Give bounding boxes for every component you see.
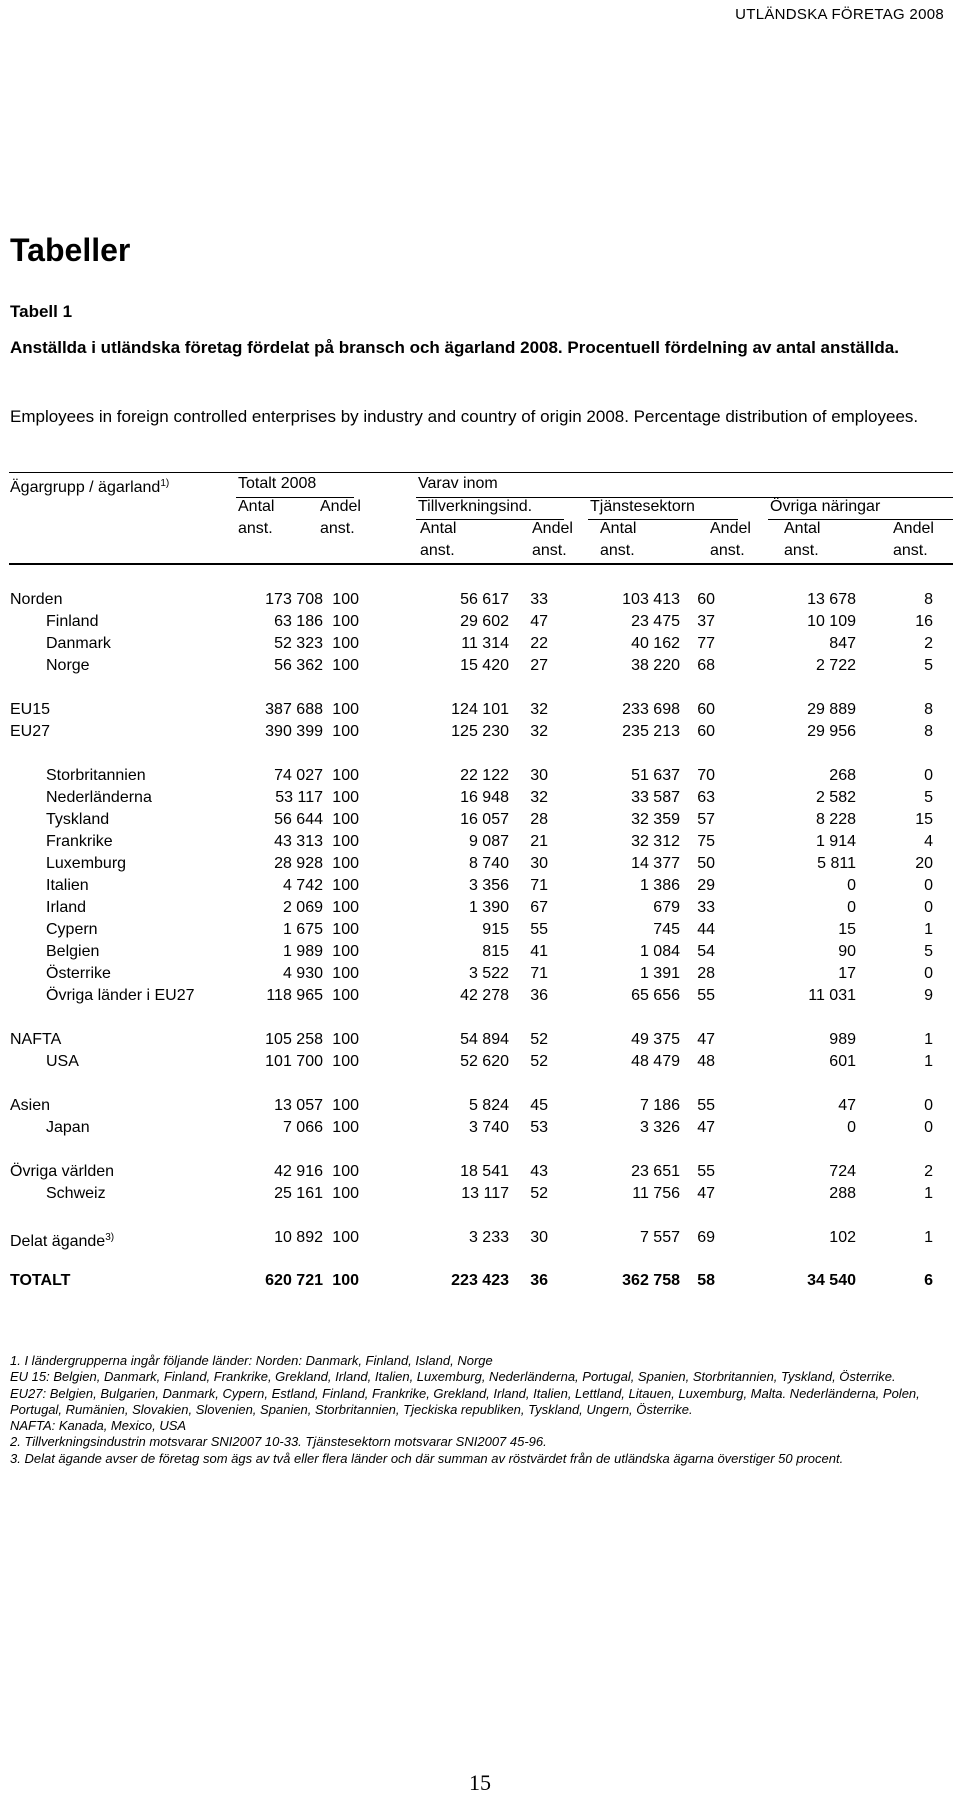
row-value: 21 <box>530 833 548 850</box>
row-value: 5 <box>924 943 933 960</box>
row-label: Luxemburg <box>46 855 127 872</box>
row-value: 100 <box>332 899 359 916</box>
row-value: 29 <box>697 877 715 894</box>
row-value: 33 <box>697 899 715 916</box>
row-value: 100 <box>332 833 359 850</box>
header-services-antal: Antal <box>600 520 637 537</box>
row-value: 268 <box>829 767 856 784</box>
row-value: 70 <box>697 767 715 784</box>
row-value: 0 <box>924 899 933 916</box>
table-row <box>0 831 960 853</box>
header-services-andel-unit: anst. <box>710 542 745 559</box>
row-value: 5 <box>924 657 933 674</box>
row-value: 52 620 <box>460 1053 509 1070</box>
row-value: 233 698 <box>622 701 680 718</box>
row-value: 29 889 <box>807 701 856 718</box>
row-value: 1 914 <box>815 833 856 850</box>
row-value: 4 930 <box>282 965 323 982</box>
row-label: Frankrike <box>46 833 113 850</box>
row-value: 54 <box>697 943 715 960</box>
footnote: EU27: Belgien, Bulgarien, Danmark, Cypern, Estland, Finland, Frankrike, Grekland, Irland, Italien, Lettland, Litauen, Luxemburg, Malta. Nederländerna, Polen, Portugal, Rumänien, Slovakien, Slovenien, Spanien, Storbritannien, Tjeckiska republiken, Tyskland, Ungern, Österrike. <box>10 1385 920 1417</box>
row-label: EU15 <box>10 701 51 718</box>
row-value: 55 <box>697 1097 715 1114</box>
header-total-andel-unit: anst. <box>320 520 355 537</box>
table-row <box>0 1227 960 1249</box>
row-value: 100 <box>332 767 359 784</box>
row-value: 22 <box>530 635 548 652</box>
row-value: 100 <box>332 987 359 1004</box>
row-value: 103 413 <box>622 591 680 608</box>
row-value: 5 824 <box>468 1097 509 1114</box>
table-row <box>0 985 960 1007</box>
row-value: 32 <box>530 701 548 718</box>
row-value: 0 <box>847 899 856 916</box>
row-value: 118 965 <box>266 987 323 1004</box>
row-value: 51 637 <box>631 767 680 784</box>
row-label: Norden <box>10 591 63 608</box>
row-value: 1 <box>924 1053 933 1070</box>
row-value: 100 <box>332 657 359 674</box>
row-value: 53 <box>530 1119 548 1136</box>
row-value: 8 <box>924 701 933 718</box>
header-of-which: Varav inom <box>418 475 498 492</box>
table-row <box>0 919 960 941</box>
row-value: 71 <box>530 877 548 894</box>
row-label: Cypern <box>46 921 98 938</box>
row-value: 49 375 <box>631 1031 680 1048</box>
row-label: Asien <box>10 1097 51 1114</box>
row-value: 47 <box>697 1119 715 1136</box>
row-value: 10 892 <box>274 1229 323 1246</box>
row-value: 100 <box>332 1163 359 1180</box>
row-value: 15 <box>915 811 933 828</box>
row-value: 2 <box>924 1163 933 1180</box>
row-value: 0 <box>924 767 933 784</box>
row-value: 235 213 <box>622 723 680 740</box>
row-value: 390 399 <box>265 723 323 740</box>
row-value: 60 <box>697 701 715 718</box>
header-other-andel: Andel <box>893 520 934 537</box>
table-row <box>0 941 960 963</box>
row-label: Danmark <box>46 635 111 652</box>
row-value: 100 <box>332 1031 359 1048</box>
row-value: 29 956 <box>807 723 856 740</box>
row-value: 56 644 <box>274 811 323 828</box>
header-total: Totalt 2008 <box>238 475 317 492</box>
row-value: 48 479 <box>631 1053 680 1070</box>
table-row <box>0 721 960 743</box>
row-value: 33 <box>530 591 548 608</box>
row-value: 5 <box>924 789 933 806</box>
table-row <box>0 1051 960 1073</box>
row-value: 47 <box>697 1185 715 1202</box>
row-value: 288 <box>829 1185 856 1202</box>
row-label: Österrike <box>46 965 111 982</box>
table-row <box>0 699 960 721</box>
table-row <box>0 875 960 897</box>
row-value: 989 <box>829 1031 856 1048</box>
row-value: 0 <box>924 1097 933 1114</box>
footnote: NAFTA: Kanada, Mexico, USA <box>10 1418 187 1434</box>
row-value: 100 <box>332 943 359 960</box>
table-row <box>0 1117 960 1139</box>
row-value: 75 <box>697 833 715 850</box>
row-value: 71 <box>530 965 548 982</box>
row-value: 387 688 <box>265 701 323 718</box>
header-total-antal: Antal <box>238 498 275 515</box>
row-value: 52 <box>530 1053 548 1070</box>
table-row <box>0 809 960 831</box>
row-value: 100 <box>332 591 359 608</box>
row-label: Italien <box>46 877 89 894</box>
row-value: 745 <box>653 921 680 938</box>
row-value: 27 <box>530 657 548 674</box>
row-value: 124 101 <box>451 701 509 718</box>
row-value: 3 740 <box>468 1119 509 1136</box>
row-value: 56 617 <box>460 591 509 608</box>
row-value: 52 <box>530 1031 548 1048</box>
header-manufacturing-andel: Andel <box>532 520 573 537</box>
table-row <box>0 1029 960 1051</box>
running-header: UTLÄNDSKA FÖRETAG 2008 <box>735 6 944 23</box>
row-value: 53 117 <box>275 789 323 806</box>
row-value: 724 <box>829 1163 856 1180</box>
row-value: 8 <box>924 723 933 740</box>
row-value: 1 391 <box>639 965 680 982</box>
row-value: 60 <box>697 723 715 740</box>
row-value: 815 <box>482 943 509 960</box>
row-value: 100 <box>332 723 359 740</box>
row-value: 45 <box>530 1097 548 1114</box>
row-value: 3 326 <box>639 1119 680 1136</box>
row-value: 69 <box>697 1229 715 1246</box>
row-value: 102 <box>829 1229 856 1246</box>
table-row <box>0 963 960 985</box>
row-value: 0 <box>847 877 856 894</box>
row-value: 679 <box>653 899 680 916</box>
row-value: 30 <box>530 855 548 872</box>
header-total-antal-unit: anst. <box>238 520 273 537</box>
row-value: 52 <box>530 1185 548 1202</box>
header-other-antal: Antal <box>784 520 821 537</box>
row-value: 22 122 <box>460 767 509 784</box>
row-value: 54 894 <box>460 1031 509 1048</box>
row-value: 13 678 <box>807 591 856 608</box>
row-value: 74 027 <box>274 767 323 784</box>
row-value: 50 <box>697 855 715 872</box>
row-label: Övriga världen <box>10 1163 115 1180</box>
table-row <box>0 787 960 809</box>
footnotes <box>10 1353 940 1467</box>
row-label: USA <box>46 1053 79 1070</box>
row-value: 915 <box>482 921 509 938</box>
row-value: 55 <box>530 921 548 938</box>
row-value: 100 <box>332 921 359 938</box>
row-value: 601 <box>829 1053 856 1070</box>
header-other: Övriga näringar <box>770 498 881 515</box>
table-row <box>0 589 960 611</box>
header-manufacturing-andel-unit: anst. <box>532 542 567 559</box>
row-value: 56 362 <box>274 657 323 674</box>
table-row <box>0 1095 960 1117</box>
row-value: 4 <box>924 833 933 850</box>
row-value: 11 314 <box>461 635 509 652</box>
table-row <box>0 897 960 919</box>
row-value: 3 522 <box>468 965 509 982</box>
row-label: Schweiz <box>46 1185 106 1202</box>
row-label: Japan <box>46 1119 90 1136</box>
row-value: 42 916 <box>274 1163 323 1180</box>
row-value: 15 <box>838 921 856 938</box>
row-value: 0 <box>924 1119 933 1136</box>
row-value: 15 420 <box>460 657 509 674</box>
row-value: 77 <box>697 635 715 652</box>
row-value: 47 <box>697 1031 715 1048</box>
row-value: 23 475 <box>631 613 680 630</box>
footnote: 3. Delat ägande avser de företag som ägs av två eller flera länder och där summan av röstvärdet från de utländska ägarna överstiger 50 procent. <box>10 1450 844 1466</box>
row-value: 14 377 <box>631 855 680 872</box>
row-value: 37 <box>697 613 715 630</box>
row-value: 1 390 <box>468 899 509 916</box>
table-row <box>0 1183 960 1205</box>
header-total-andel: Andel <box>320 498 361 515</box>
row-value: 32 312 <box>631 833 680 850</box>
row-value: 173 708 <box>265 591 323 608</box>
row-label: TOTALT <box>10 1272 71 1289</box>
page-title: Tabeller <box>10 232 131 268</box>
row-value: 90 <box>838 943 856 960</box>
row-value: 8 740 <box>468 855 509 872</box>
row-value: 63 186 <box>274 613 323 630</box>
row-value: 1 <box>924 1031 933 1048</box>
row-value: 65 656 <box>631 987 680 1004</box>
row-value: 18 541 <box>460 1163 509 1180</box>
row-value: 1 <box>924 1185 933 1202</box>
row-value: 100 <box>332 1053 359 1070</box>
row-value: 10 109 <box>807 613 856 630</box>
row-value: 28 <box>697 965 715 982</box>
row-label: Finland <box>46 613 99 630</box>
row-label: Övriga länder i EU27 <box>46 987 195 1004</box>
row-value: 100 <box>332 1229 359 1246</box>
row-value: 57 <box>697 811 715 828</box>
row-value: 63 <box>697 789 715 806</box>
row-value: 11 031 <box>808 987 856 1004</box>
row-value: 1 <box>924 921 933 938</box>
row-value: 100 <box>332 811 359 828</box>
row-value: 100 <box>332 877 359 894</box>
row-value: 52 323 <box>274 635 323 652</box>
header-services: Tjänstesektorn <box>590 498 695 515</box>
row-value: 43 313 <box>274 833 323 850</box>
row-label: Norge <box>46 657 90 674</box>
row-value: 47 <box>530 613 548 630</box>
row-value: 8 <box>924 591 933 608</box>
row-value: 41 <box>530 943 548 960</box>
row-value: 13 117 <box>461 1185 509 1202</box>
footnote: 2. Tillverkningsindustrin motsvarar SNI2007 10-33. Tjänstesektorn motsvarar SNI2007 45-96. <box>10 1434 547 1450</box>
row-value: 2 722 <box>815 657 856 674</box>
table-caption-english: Employees in foreign controlled enterprises by industry and country of origin 2008. Percentage distribution of employees. <box>10 407 919 426</box>
row-value: 28 928 <box>274 855 323 872</box>
row-value: 28 <box>530 811 548 828</box>
row-value: 33 587 <box>631 789 680 806</box>
table-row <box>0 633 960 655</box>
table-caption-swedish: Anställda i utländska företag fördelat på bransch och ägarland 2008. Procentuell fördelning av antal anställda. <box>10 338 899 357</box>
row-value: 30 <box>530 1229 548 1246</box>
page-number: 15 <box>469 1770 491 1795</box>
row-value: 60 <box>697 591 715 608</box>
row-value: 3 356 <box>468 877 509 894</box>
row-value: 6 <box>924 1272 933 1289</box>
row-value: 9 087 <box>468 833 509 850</box>
footnote: EU 15: Belgien, Danmark, Finland, Frankrike, Grekland, Irland, Italien, Luxemburg, Nederländerna, Portugal, Spanien, Storbritannien, Tyskland, Österrike. <box>10 1369 896 1385</box>
table-row <box>0 655 960 677</box>
row-value: 7 186 <box>639 1097 680 1114</box>
row-value: 32 359 <box>631 811 680 828</box>
row-value: 847 <box>829 635 856 652</box>
row-value: 100 <box>332 701 359 718</box>
row-value: 7 066 <box>282 1119 323 1136</box>
table-row <box>0 1161 960 1183</box>
row-value: 30 <box>530 767 548 784</box>
header-manufacturing-antal-unit: anst. <box>420 542 455 559</box>
row-value: 125 230 <box>451 723 509 740</box>
header-manufacturing-antal: Antal <box>420 520 457 537</box>
table-row <box>0 765 960 787</box>
row-value: 100 <box>332 1185 359 1202</box>
row-value: 55 <box>697 987 715 1004</box>
row-value: 40 162 <box>631 635 680 652</box>
row-value: 32 <box>530 789 548 806</box>
row-value: 44 <box>697 921 715 938</box>
row-value: 2 069 <box>282 899 323 916</box>
row-label: Delat ägande$^{3)}$ <box>10 1232 115 1250</box>
row-value: 100 <box>332 635 359 652</box>
row-label: Irland <box>46 899 87 916</box>
row-value: 1 386 <box>639 877 680 894</box>
row-value: 7 557 <box>639 1229 680 1246</box>
row-value: 0 <box>847 1119 856 1136</box>
row-value: 100 <box>332 1097 359 1114</box>
row-value: 17 <box>838 965 856 982</box>
table-row <box>0 1270 960 1292</box>
header-services-andel: Andel <box>710 520 751 537</box>
row-value: 67 <box>530 899 548 916</box>
row-value: 20 <box>915 855 933 872</box>
row-value: 34 540 <box>807 1272 856 1289</box>
row-value: 43 <box>530 1163 548 1180</box>
table-label: Tabell 1 <box>10 302 73 321</box>
row-value: 55 <box>697 1163 715 1180</box>
row-value: 13 057 <box>274 1097 323 1114</box>
row-value: 101 700 <box>265 1053 323 1070</box>
header-manufacturing: Tillverkningsind. <box>418 498 533 515</box>
header-other-antal-unit: anst. <box>784 542 819 559</box>
row-label: Storbritannien <box>46 767 146 784</box>
header-services-antal-unit: anst. <box>600 542 635 559</box>
header-other-andel-unit: anst. <box>893 542 928 559</box>
row-label: Tyskland <box>46 811 110 828</box>
row-value: 36 <box>530 987 548 1004</box>
row-value: 42 278 <box>460 987 509 1004</box>
row-value: 1 <box>924 1229 933 1246</box>
header-owner-group: Ägargrupp / ägarland$^{1)}$ <box>10 478 170 496</box>
row-value: 100 <box>332 1119 359 1136</box>
row-value: 1 989 <box>282 943 323 960</box>
row-value: 8 228 <box>815 811 856 828</box>
row-value: 47 <box>838 1097 856 1114</box>
row-value: 3 233 <box>468 1229 509 1246</box>
row-value: 11 756 <box>632 1185 680 1202</box>
row-label: NAFTA <box>10 1031 62 1048</box>
footnote: 1. I ländergrupperna ingår följande länder: Norden: Danmark, Finland, Island, Norge <box>10 1353 493 1368</box>
row-value: 100 <box>332 789 359 806</box>
row-value: 100 <box>332 855 359 872</box>
row-label: Belgien <box>46 943 100 960</box>
row-value: 25 161 <box>274 1185 323 1202</box>
row-value: 68 <box>697 657 715 674</box>
table-row <box>0 611 960 633</box>
row-value: 1 675 <box>282 921 323 938</box>
row-label: EU27 <box>10 723 51 740</box>
row-value: 36 <box>530 1272 548 1289</box>
row-value: 223 423 <box>451 1272 509 1289</box>
row-value: 16 <box>915 613 933 630</box>
row-value: 620 721 <box>265 1272 323 1289</box>
row-value: 4 742 <box>282 877 323 894</box>
row-value: 29 602 <box>460 613 509 630</box>
row-value: 0 <box>924 965 933 982</box>
row-value: 105 258 <box>265 1031 323 1048</box>
row-value: 362 758 <box>622 1272 680 1289</box>
row-label: Nederländerna <box>46 789 152 806</box>
row-value: 16 057 <box>460 811 509 828</box>
row-value: 5 811 <box>817 855 856 872</box>
row-value: 0 <box>924 877 933 894</box>
row-value: 100 <box>332 1272 359 1289</box>
row-value: 16 948 <box>460 789 509 806</box>
row-value: 1 084 <box>639 943 680 960</box>
row-value: 58 <box>697 1272 715 1289</box>
row-value: 100 <box>332 965 359 982</box>
row-value: 23 651 <box>631 1163 680 1180</box>
row-value: 9 <box>924 987 933 1004</box>
row-value: 48 <box>697 1053 715 1070</box>
row-value: 32 <box>530 723 548 740</box>
row-value: 2 <box>924 635 933 652</box>
row-value: 38 220 <box>631 657 680 674</box>
row-value: 100 <box>332 613 359 630</box>
table-row <box>0 853 960 875</box>
row-value: 2 582 <box>815 789 856 806</box>
